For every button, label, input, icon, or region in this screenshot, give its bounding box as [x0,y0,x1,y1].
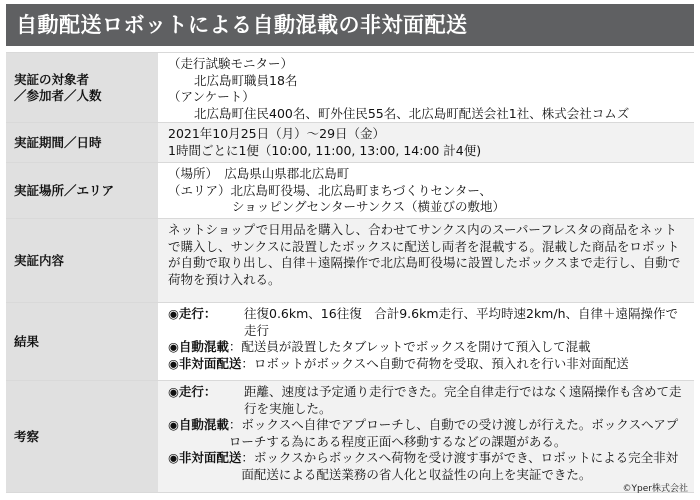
label-discussion-text: 考察 [14,428,40,444]
result-item-mixed-load [168,339,688,356]
row-label-location [6,163,158,218]
discussion-mix-body: ：ボックスへ自律でアプローチし、自動での受け渡しが行えた。ボックスへアプローチする為にある程度正面へ移動するなどの課題がある。 [228,417,679,449]
participants-line-4: 北広島町住民400名、町外住民55名、北広島町配送会社1社、株式会社コムズ [194,105,630,121]
result-contact-head: ◉非対面配送 [168,355,242,371]
row-results [6,303,694,381]
result-item-walk [168,306,688,339]
result-mix-head: ◉自動混載 [168,339,229,354]
discussion-walk-body: 距離、速度は予定通り走行できた。完全自律走行ではなく遠隔操作も含めて走行を実施した。 [244,384,682,416]
period-line-2: 1時間ごとに1便（10:00, 11:00, 13:00, 14:00 計4便) [168,142,482,158]
cell-participants [158,53,694,122]
discussion-item-mixed-load [168,417,688,450]
row-label-results [6,303,158,380]
label-content-text: 実証内容 [14,252,65,268]
result-item-contactless [168,356,688,373]
location-line-2: （エリア）北広島町役場、北広島町まちづくりセンター、 [168,182,492,198]
cell-content [158,219,694,302]
cell-location [158,163,694,218]
row-label-discussion [6,381,158,492]
label-period-text: 実証期間／日時 [14,134,102,150]
location-line-1: （場所） 広島県山県郡北広島町 [168,166,350,181]
result-walk-head: ◉走行： [168,306,217,321]
cell-results [158,303,694,380]
copyright-notice: ©Yper株式会社 [622,484,688,494]
discussion-contact-body: ：ボックスからボックスへ荷物を受け渡す事ができ、ロボットによる完全非対面配送による配送業務の省人化と収益性の向上を実証できた。 [241,450,679,482]
participants-line-2: 北広島町職員18名 [194,72,298,88]
label-location-text: 実証場所／エリア [14,182,115,198]
row-discussion [6,381,694,493]
row-label-content [6,219,158,302]
discussion-mix-head: ◉自動混載 [168,417,229,432]
row-participants [6,53,694,123]
result-walk-body: 往復0.6km、16往復 合計9.6km走行、平均時速2km/h、自律＋遠隔操作で走行 [244,306,678,338]
page-title: 自動配送ロボットによる自動混載の非対面配送 [6,4,694,46]
participants-line-3: （アンケート） [168,89,255,104]
discussion-contact-head: ◉非対面配送 [168,450,242,465]
row-label-period [6,123,158,162]
row-period [6,123,694,163]
participants-line-1: （走行試験モニター） [168,56,294,71]
result-mix-body: ：配送員が設置したタブレットでボックスを開けて預入して混載 [228,339,591,354]
location-line-3: ショッピングセンターサンクス（横並びの敷地） [232,199,506,214]
result-contact-body: ：ロボットがボックスへ自動で荷物を受取、預入れを行い非対面配送 [241,355,629,371]
label-participants-text: 実証の対象者 ／参加者／人数 [14,71,102,103]
row-content [6,219,694,303]
discussion-item-walk [168,384,688,417]
info-table [6,52,694,493]
discussion-item-contactless [168,450,688,483]
cell-period [158,123,694,162]
discussion-walk-head: ◉走行： [168,384,217,399]
period-line-1: 2021年10月25日（月）～29日（金） [168,126,386,141]
content-text: ネットショップで日用品を購入し、合わせてサンクス内のスーパーフレスタの商品をネットで購入し、サンクスに設置したボックスに配送し両者を混載する。混載した商品をロボットが自動で取り出し、自律＋遠隔操作で北広島町役場に設置したボックスまで走行し、自動で荷物を預け入れる。 [168,222,681,287]
cell-discussion [158,381,694,492]
page [6,4,694,496]
row-label-participants [6,53,158,122]
row-location [6,163,694,219]
label-results-text: 結果 [14,333,40,349]
